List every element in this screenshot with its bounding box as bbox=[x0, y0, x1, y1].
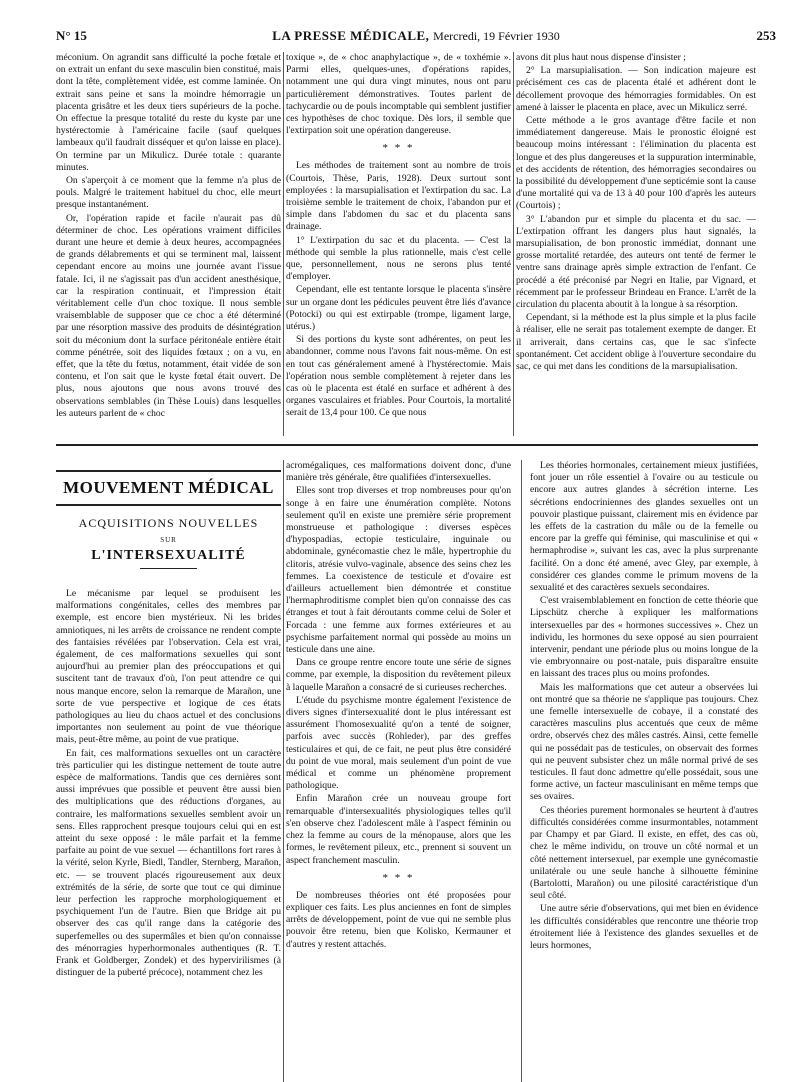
publication-title bbox=[56, 28, 776, 44]
section-heading: MOUVEMENT MÉDICAL bbox=[56, 470, 281, 506]
paragraph: Les méthodes de traitement sont au nombre de trois (Courtois, Thèse, Paris, 1928). Deux surtout sont employées : la marsupialisation et l'extirpation du sac. La troisième semble le traitement de choix, l'abandon pur et simple dans l'abdomen du sac et du placenta sans drainage. bbox=[286, 160, 511, 233]
paragraph: Or, l'opération rapide et facile n'aurait pas dû déterminer de choc. Les opérations vraiment difficiles durant une heure et demie à deux heures, accompagnées de grands délabrements et qui se terminent mal, laissent cependant encore au moins une journée avant l'issue fatale. Ici, il ne s'agissait pas d'un accident anesthésique, car la respiration continuait, et l'impression était véritablement celle d'un choc toxique. Il nous semble vraisemblable de supposer que ce choc a été déterminé par une résorption massive des produits de désintégration soit du méconium dont la surface péritonéale entière était comme pénétrée, soit des liquides fœtaux ; on a vu, en effet, que la tête du fœtus, notamment, était vidée de son contenu, et l'on sait que le kyste fœtal était ouvert. De plus, nous ajoutons que nous avons trouvé des observations semblables (in Thèse Louis) dans lesquelles les auteurs parlent de « choc bbox=[56, 212, 281, 419]
horizontal-divider bbox=[56, 444, 758, 446]
paragraph: On s'aperçoit à ce moment que la femme n'a plus de pouls. Malgré le traitement habituel du choc, elle meurt presque instantanément. bbox=[56, 175, 281, 211]
section-separator: * * * bbox=[382, 142, 415, 155]
paragraph: avons dit plus haut nous dispense d'insister ; bbox=[516, 52, 686, 63]
publication-name: LA PRESSE MÉDICALE, bbox=[272, 28, 430, 43]
column-divider bbox=[513, 52, 514, 436]
bottom-column-1 bbox=[56, 588, 281, 1082]
paragraph: méconium. On agrandit sans difficulté la poche fœtale et on extrait un enfant du sexe masculin bien constitué, mais dont la tête, complètement vidée, est comme laminée. On extrait sans peine et sans la moindre hémorragie un placenta grisâtre et les deux tiers supérieurs de la poche. On effectue la presque totalité du reste du kyste par une hystérectomie à l'américaine facile (sauf quelques lambeaux qu'il faudrait disséquer et qu'on laisse en place). On termine par un Mikulicz. Durée totale : quarante minutes. bbox=[56, 52, 281, 173]
top-column-2 bbox=[286, 52, 511, 436]
paragraph: Dans ce groupe rentre encore toute une série de signes comme, par exemple, la disposition du revêtement pileux à laquelle Marañon a consacré de si curieuses recherches. bbox=[286, 657, 511, 693]
paragraph: Les théories hormonales, certainement mieux justifiées, font jouer un rôle essentiel à l'ovaire ou au testicule ou encore aux autres glandes à sécrétion interne. Les sécrétions endocriniennes des glandes sexuelles ont un pouvoir plastique puissant, clairement mis en évidence par les effets de la castration du mâle ou de la femelle ou encore par la greffe qui féminise, qui masculinise et qui « hermaphrodise », suivant les cas, avec la plus surprenante facilité. On a donc été amené, avec Gley, par exemple, à considérer ces glandes comme le primum movens de la sexualité et des caractères sexuels secondaires. bbox=[530, 460, 758, 594]
paragraph: 3° L'abandon pur et simple du placenta et du sac. — L'extirpation offrant les dangers plus haut signalés, la marsupialisation, de bon pronostic immédiat, donnant une grosse mortalité retardée, des auteurs ont tenté de fermer le ventre sans drainage après simple extraction de l'enfant. Ce procédé a été préconisé par Negri en Italie, par Vignard, et récemment par le professeur Brindeau en France. L'arrêt de la circulation du placenta aboutit à la longue à sa résorption. bbox=[516, 213, 756, 311]
column-divider bbox=[283, 460, 284, 1082]
article-title: L'INTERSEXUALITÉ bbox=[91, 548, 246, 563]
bottom-column-2 bbox=[286, 460, 511, 1082]
paragraph: Ces théories purement hormonales se heurtent à d'autres difficultés considérées comme insurmontables, notamment par Champy et par Giard. Il existe, en effet, des cas où, chez le même individu, on trouve un côté normal et un côté nettement intersexuel, par exemple une gynécomastie unilatérale ou une seule hanche à silhouette féminine (Bartolotti, Marañon) ou une pilosité caractéristique d'un seul côté. bbox=[530, 804, 758, 902]
top-column-1 bbox=[56, 52, 281, 436]
paragraph: Cependant, elle est tentante lorsque le placenta s'insère sur un organe dont les pédicules peuvent être liés d'avance (Potocki) ou qui est extirpable (trompe, ligament large, utérus.) bbox=[286, 284, 511, 333]
paragraph: acromégaliques, ces malformations doivent donc, d'une manière très générale, être qualifiées d'intersexuelles. bbox=[286, 460, 511, 484]
paragraph: Le mécanisme par lequel se produisent les malformations congénitales, celles des membres par exemple, est encore bien mystérieux. Ni les brides amniotiques, ni les arrêts de croissance ne rendent compte des fantaisies révélées par l'observation. Cela est vrai, également, de ces malformations sexuelles qui sont aujourd'hui au premier plan des préoccupations et qui suscitent tant de travaux d'où, l'on peut attendre ce qui nous manque encore, selon la remarque de Marañon, une sorte de vue perspective et logique de ces états pathologiques au lieu du chaos actuel et des conclusions importantes non seulement au point de vue théorique mais, peut-être même, au point de vue pratique. bbox=[56, 588, 281, 746]
paragraph: L'étude du psychisme montre également l'existence de divers signes d'intersexualité dont le plus intéressant est assurément l'homosexualité qu'on a tenté de soigner, parfois avec succès (Rohleder), par des greffes testiculaires et qui, de ce fait, ne peut plus être considéré du point de vue moral, mais seulement d'un point de vue médical et comme un phénomène proprement pathologique. bbox=[286, 694, 511, 792]
paragraph: 1° L'extirpation du sac et du placenta. — C'est la méthode qui semble la plus rationnelle, mais c'est celle que, personnellement, nous ne serons plus tenté d'employer. bbox=[286, 234, 511, 283]
paragraph: Cette méthode a le gros avantage d'être facile et non immédiatement dangereuse. Mais le pronostic éloigné est beaucoup moins intéressant : l'élimination du placenta est longue et des plus dangereuses et la suppuration interminable, et des accidents de rétention, des hémorragies secondaires ou la possibilité du développement d'une septicémie sont la cause d'une mortalité qui va de 13 à 40 pour 100 d'après les auteurs (Courtois) ; bbox=[516, 115, 756, 212]
paragraph: Si des portions du kyste sont adhérentes, on peut les abandonner, comme nous l'avons fait nous-même. On est en tout cas généralement amené à l'hystérectomie. Mais l'opération nous semble complètement à rejeter dans les cas où le placenta est étalé en surface et adhérent à des organes vasculaires et friables. Pour Courtois, la mortalité serait de 13,4 pour 100. Ce que nous bbox=[286, 334, 511, 419]
paragraph: Mais les malformations que cet auteur a observées lui ont montré que sa théorie ne s'applique pas toujours. Chez une femelle intersexuelle de cobaye, il a constaté des caractères masculins plus accentués que ceux de même ordre, observés chez des mâles castrés. Ainsi, cette femelle qui ne possédait pas de testicules, on observait des formes qui ne peuvent subsister chez un mâle normal privé de ses testicules. Il faut donc admettre qu'elle possédait, sous une forme active, un facteur masculinisant en même temps que ses ovaires. bbox=[530, 681, 758, 803]
page-header bbox=[56, 28, 776, 46]
title-underline bbox=[140, 568, 197, 569]
paragraph: C'est vraisemblablement en fonction de cette théorie que Lipschütz cherche à expliquer les malformations intersexuelles par des « hormones successives ». Chez un individu, les hormones du sexe opposé au sien pourraient intervenir, pendant une période plus ou moins longue de la vie embryonnaire ou post-natale, puis disparaître ensuite en laissant des traces plus ou moins profondes. bbox=[530, 595, 758, 680]
page-number: 253 bbox=[756, 28, 776, 43]
bottom-column-3 bbox=[530, 460, 758, 1082]
paragraph: 2° La marsupialisation. — Son indication majeure est précisément ces cas de placenta étalé et adhérent dont le décollement provoque des hémorragies formidables. On est amené à laisser le placenta en place, avec un Mikulicz serré. bbox=[516, 65, 756, 113]
paragraph: toxique », de « choc anaphylactique », de « toxhémie ». Parmi elles, quelques-unes, d'opérations rapides, notamment une qui dura vingt minutes, nous ont paru particulièrement démonstratives. Toutes parlent de tachycardie ou de pouls incomptable qui semblent justifier ces hypothèses de choc toxique. Dès lors, il semble que l'extirpation soit une opération dangereuse. bbox=[286, 52, 511, 137]
paragraph: Elles sont trop diverses et trop nombreuses pour qu'on songe à en faire une énumération complète. Notons seulement qu'il en existe une première série proprement monstrueuse et pathologique : diverses espèces d'hypospadias, ectopie testiculaire, inguinale ou abdominale, gynécomastie chez le mâle, hypertrophie du clitoris, atrésie vulvo-vaginale, absence des seins chez les femmes. La coexistence de testicule et d'ovaire est d'ailleurs actuellement bien démontrée et constitue l'hermaphroditisme complet bien qu'on connaisse des cas étranges et tout à fait déroutants comme celui de Soler et Forcada : une femme aux formes extérieures et au psychisme parfaitement normal qui possède au moins un testicule dans une aine. bbox=[286, 485, 511, 656]
article-kicker-connector: SUR bbox=[160, 536, 177, 544]
top-column-3 bbox=[516, 52, 756, 436]
column-divider bbox=[521, 460, 522, 1082]
article-kicker: ACQUISITIONS NOUVELLES bbox=[78, 516, 259, 530]
paragraph: De nombreuses théories ont été proposées pour expliquer ces faits. Les plus anciennes en font de simples arrêts de développement, point de vue qui ne semble plus pouvoir être retenu, bien que Kolisko, Kermauner et d'autres y restent attachés. bbox=[286, 889, 511, 950]
paragraph: Une autre série d'observations, qui met bien en évidence les difficultés considérables que rencontre une théorie trop étroitement liée à l'existence des glandes sexuelles et de leurs hormones, bbox=[530, 903, 758, 951]
section-separator: * * * bbox=[382, 871, 415, 884]
paragraph: Cependant, si la méthode est la plus simple et la plus facile à réaliser, elle ne serait pas totalement exempte de danger. Et il arriverait, dans certains cas, que le sac s'infecte spontanément. Cet accident oblige à l'ouverture secondaire du sac, ce qui met dans les conditions de la marsupialisation. bbox=[516, 312, 756, 373]
publication-date: Mercredi, 19 Février 1930 bbox=[433, 29, 560, 43]
paragraph: En fait, ces malformations sexuelles ont un caractère très particulier qui les distingue nettement de toute autre espèce de malformations. Tandis que ces dernières sont aussi imprévues que possible et peuvent être aussi bien des multiplications que des réductions d'organes, au contraire, les malformations sexuelles semblent avoir un sens. Elles rapprochent presque toujours celui qui en est atteint du sexe opposé : le mâle parfait et la femme parfaite au point de vue sexuel — échantillons fort rares à la vérité, selon Kyrle, Biedl, Tandler, Sternberg, Marañon, etc. — se trouvent placés rigoureusement aux deux extrémités de la série, de sorte que tout ce qui diminue leur perfection les rapproche morphologiquement et psychiquement l'un de l'autre. Bien que Bridge ait pu observer des cas qu'il range dans la catégorie des superfemelles ou des supermâles et bien qu'on connaisse des ménorragies hyperhormonales authentiques (R. T. Frank et Goldberger, Zondek) et des hypervirilismes (à distinguer de la puberté précoce), notamment chez les bbox=[56, 747, 281, 979]
column-divider bbox=[283, 52, 284, 436]
paragraph: Enfin Marañon crée un nouveau groupe fort remarquable d'intersexualités physiologiques telles qu'il s'en observe chez l'adolescent mâle à l'aspect féminin ou chez la femme au cours de la ménopause, alors que les formes, le revêtement pileux, etc., prennent si souvent un aspect franchement masculin. bbox=[286, 793, 511, 866]
issue-number: N° 15 bbox=[56, 28, 87, 43]
